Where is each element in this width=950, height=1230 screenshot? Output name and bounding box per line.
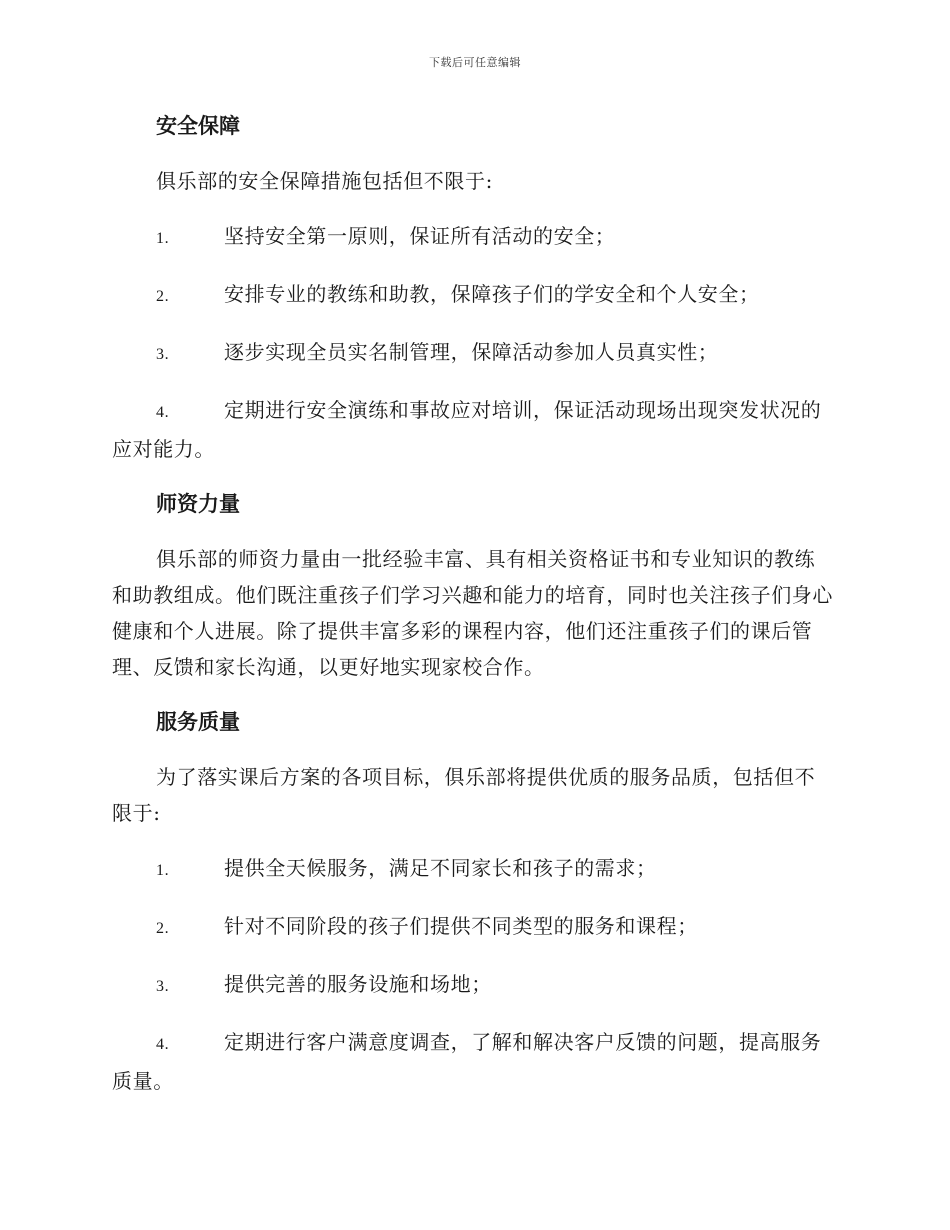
section-service-quality — [112, 704, 834, 1099]
list-item-number: 2. — [156, 288, 170, 305]
section-intro: 俱乐部的安全保障措施包括但不限于: — [156, 169, 493, 193]
list-item-text: 提供完善的服务设施和场地； — [224, 972, 492, 996]
section-heading: 安全保障 — [156, 113, 240, 138]
list-item-number: 1. — [156, 862, 170, 879]
list-item-text: 定期进行安全演练和事故应对培训，保证活动现场出现突发状况的应对能力。 — [112, 398, 822, 461]
list-item-text: 坚持安全第一原则，保证所有活动的安全； — [224, 224, 616, 248]
list-item-text: 安排专业的教练和助教，保障孩子们的学安全和个人安全； — [224, 282, 760, 306]
document-body — [112, 108, 834, 1118]
list-item-text: 提供全天候服务，满足不同家长和孩子的需求； — [224, 856, 657, 880]
list-item — [112, 276, 834, 315]
section-intro: 为了落实课后方案的各项目标，俱乐部将提供优质的服务品质，包括但不限于: — [112, 765, 816, 825]
list-item-number: 3. — [156, 346, 170, 363]
page-header-note: 下载后可任意编辑 — [429, 56, 521, 69]
list-item — [112, 218, 834, 257]
section-safety — [112, 108, 834, 467]
section-intro: 俱乐部的师资力量由一批经验丰富、具有相关资格证书和专业知识的教练和助教组成。他们既注重孩子们学习兴趣和能力的培育，同时也关注孩子们身心健康和个人进展。除了提供丰富多彩的课程内容，他们还注重孩子们的课后管理、反馈和家长沟通，以更好地实现家校合作。 — [112, 547, 833, 679]
list-item-number: 3. — [156, 978, 170, 995]
list-item-number: 4. — [156, 404, 170, 421]
list-item-text: 定期进行客户满意度调查，了解和解决客户反馈的问题，提高服务质量。 — [112, 1030, 822, 1093]
list-item-text: 逐步实现全员实名制管理，保障活动参加人员真实性； — [224, 340, 719, 364]
section-heading: 服务质量 — [156, 709, 240, 734]
list-item — [112, 908, 834, 947]
list-item — [112, 850, 834, 889]
list-item — [112, 334, 834, 373]
list-item — [112, 1024, 834, 1099]
list-item — [112, 392, 834, 467]
list-item-text: 针对不同阶段的孩子们提供不同类型的服务和课程； — [224, 914, 698, 938]
list-item — [112, 966, 834, 1005]
list-item-number: 1. — [156, 230, 170, 247]
list-item-number: 2. — [156, 920, 170, 937]
section-teachers — [112, 486, 834, 685]
list-item-number: 4. — [156, 1036, 170, 1053]
section-heading: 师资力量 — [156, 491, 240, 516]
